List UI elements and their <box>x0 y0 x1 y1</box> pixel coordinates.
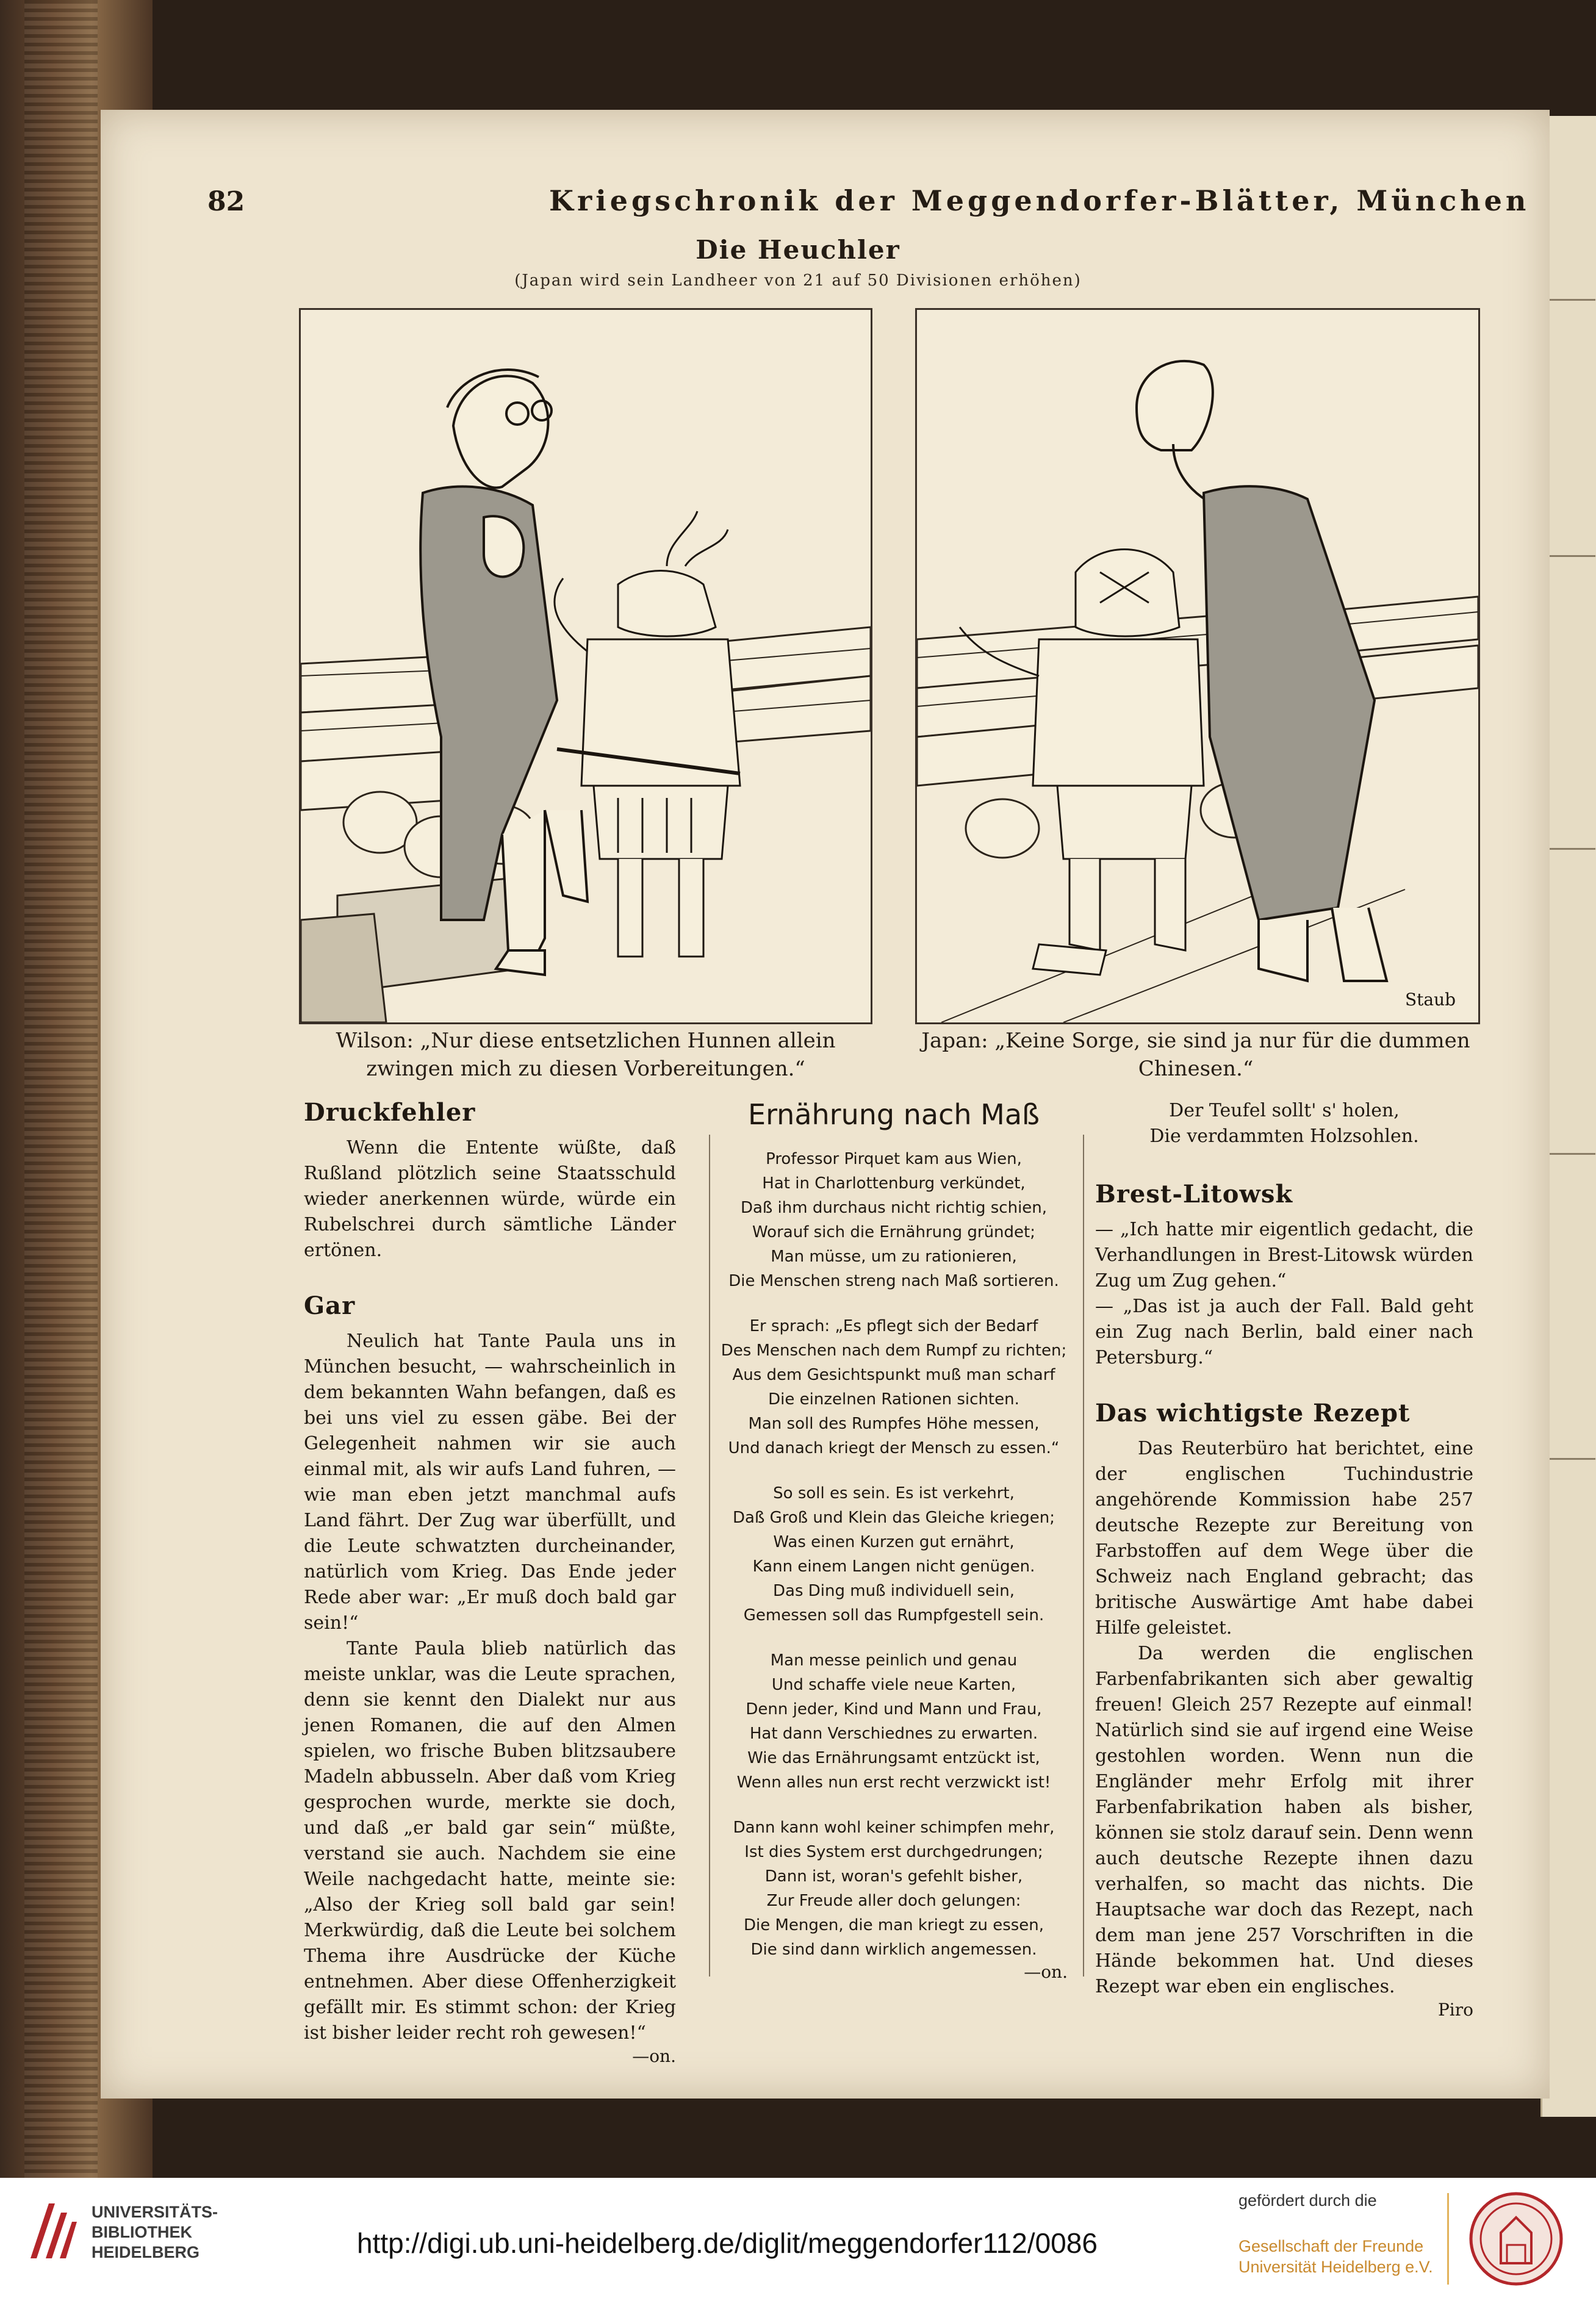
poem-line: Ist dies System erst durchgedrungen; <box>744 1843 1043 1861</box>
poem-line: Dann kann wohl keiner schimpfen mehr, <box>733 1819 1055 1837</box>
cartoon-subtitle: (Japan wird sein Landheer von 21 auf 50 Divisionen erhöhen) <box>514 271 1082 290</box>
poem-line: Die Menschen streng nach Maß sortieren. <box>728 1272 1059 1290</box>
caption-left: Wilson: „Nur diese entsetzlichen Hunnen allein zwingen mich zu diesen Vorbereitungen.“ <box>336 1029 836 1081</box>
column-rule <box>709 1135 710 1977</box>
rezept-paragraph-2: Da werden die englischen Farbenfabrikanten sich aber gewaltig freuen! Gleich 257 Rezepte auf einmal! Natürlich sind sie auf irgend eine Weise gestohlen worden. Wenn nun die Engländer mehr Erfolg mit ihrer Farbenfabrikation haben als bisher, können sie stolz darauf sein. Denn wenn auch deutsche Rezepte ihnen dazu verhalfen, so macht das nichts. Die Hauptsache war doch das Rezept, nach dem man jene 257 Vorschriften in die Hände bekommen hat. Und dieses Rezept war eben ein englisches. <box>1095 1643 1473 1997</box>
poem-line: Daß ihm durchaus nicht richtig schien, <box>740 1199 1048 1217</box>
rezept-signature: Piro <box>1437 2000 1473 2020</box>
poem-line: Und danach kriegt der Mensch zu essen.“ <box>728 1439 1060 1457</box>
poem-line: Worauf sich die Ernährung gründet; <box>752 1223 1035 1241</box>
cartoon-panel-left <box>299 308 872 1024</box>
heading-brest-litowsk: Brest-Litowsk <box>1095 1180 1293 1208</box>
verse-line: Die verdammten Holzsohlen. <box>1149 1126 1419 1147</box>
verse-line: Der Teufel sollt' s' holen, <box>1169 1100 1400 1121</box>
running-head: Kriegschronik der Meggendorfer-Blätter, München <box>549 184 1530 217</box>
poem-line: Die einzelnen Rationen sichten. <box>768 1390 1019 1409</box>
poem-line: Hat in Charlottenburg verkündet, <box>762 1174 1026 1193</box>
viewer-footer <box>0 2178 1596 2298</box>
poem-line: Was einen Kurzen gut ernährt, <box>773 1533 1015 1551</box>
poem-stanza <box>720 1147 1068 1293</box>
poem-line: Des Menschen nach dem Rumpf zu richten; <box>721 1341 1067 1360</box>
heading-druckfehler: Druckfehler <box>304 1098 476 1127</box>
poem-line: Hat dann Verschiednes zu erwarten. <box>749 1725 1038 1743</box>
university-seal-icon <box>1467 2190 1565 2288</box>
poem-stanza <box>720 1314 1068 1460</box>
text-column-left <box>304 1098 676 2066</box>
cartoon-right-illustration <box>917 310 1478 1022</box>
gar-paragraph-1: Neulich hat Tante Paula uns in München besucht, — wahrscheinlich in dem bekannten Wahn befangen, daß es bei uns viel zu essen gäbe. Bei der Gelegenheit nahmen wir sie auch einmal mit, als wir aufs Land fuhren, — wie man eben jetzt manchmal aufs Land fährt. Der Zug war überfüllt, und die Leute schwatzten durcheinander, natürlich vom Krieg. Das Ende jeder Rede aber war: „Er muß doch bald gar sein!“ <box>304 1330 676 1634</box>
brest-paragraph-2: — „Das ist ja auch der Fall. Bald geht ein Zug nach Berlin, bald einer nach Petersburg.“ <box>1095 1296 1473 1368</box>
poem-line: Zur Freude aller doch gelungen: <box>766 1892 1021 1910</box>
cartoon-panel-right <box>915 308 1480 1024</box>
poem-line: Professor Pirquet kam aus Wien, <box>766 1150 1022 1168</box>
poem-stanza <box>720 1481 1068 1628</box>
caption-right: Japan: „Keine Sorge, sie sind ja nur für die dummen Chinesen.“ <box>921 1029 1470 1081</box>
gar-signature: —on. <box>632 2046 676 2066</box>
rezept-paragraph-1: Das Reuterbüro hat berichtet, eine der englischen Tuchindustrie angehörende Kommission habe 257 deutsche Rezepte zur Bereitung von Farbstoffen auf dem Wege über die Schweiz nach England gebracht; das britische Auswärtige Amt habe dabei Hilfe geleistet. <box>1095 1438 1473 1639</box>
poem-line: Die sind dann wirklich angemessen. <box>750 1941 1037 1959</box>
poem-line: Und schaffe viele neue Karten, <box>771 1676 1016 1694</box>
library-logo-icon <box>24 2197 79 2264</box>
brest-paragraph-1: — „Ich hatte mir eigentlich gedacht, die Verhandlungen in Brest-Litowsk würden Zug um Zug gehen.“ <box>1095 1219 1473 1291</box>
poem-signature: —on. <box>1024 1962 1068 1982</box>
poem-line: Denn jeder, Kind und Mann und Frau, <box>746 1700 1042 1718</box>
permalink-url[interactable]: http://digi.ub.uni-heidelberg.de/diglit/meggendorfer112/0086 <box>357 2227 1098 2259</box>
poem-line: Gemessen soll das Rumpfgestell sein. <box>743 1606 1044 1625</box>
poem-stanza <box>720 1648 1068 1795</box>
poem-line: Wie das Ernährungsamt entzückt ist, <box>747 1749 1040 1767</box>
poem-title: Ernährung nach Maß <box>748 1098 1040 1131</box>
cartoon-title: Die Heuchler <box>696 235 900 265</box>
poem-line: Kann einem Langen nicht genügen. <box>752 1557 1035 1576</box>
gar-paragraph-2: Tante Paula blieb natürlich das meiste unklar, was die Leute sprachen, denn sie kennt den Dialekt nur aus jenen Romanen, die auf den Almen spielen, wo frische Buben blitzsaubere Madeln abbusseln. Aber daß vom Krieg gesprochen wurde, merkte sie doch, und daß „er bald gar sein“ müßte, verstand sie auch. Nachdem sie eine Weile nachgedacht hatte, meinte sie: „Also der Krieg soll bald gar sein! Merkwürdig, daß die Leute bei solchem Thema ihre Ausdrücke der Küche entnehmen. Aber diese Offenherzigkeit gefällt mir. Es stimmt schon: der Krieg ist bisher leider recht roh gewesen!“ <box>304 1638 676 2044</box>
poem-stanza <box>720 1815 1068 1962</box>
divider <box>1447 2193 1449 2285</box>
poem-line: Dann ist, woran's gefehlt bisher, <box>764 1867 1023 1886</box>
page-number: 82 <box>207 186 245 217</box>
text-column-middle <box>720 1098 1068 1982</box>
poem-line: Wenn alles nun erst recht verzwickt ist! <box>736 1773 1051 1792</box>
poem-line: Man soll des Rumpfes Höhe messen, <box>748 1415 1040 1433</box>
druckfehler-text: Wenn die Entente wüßte, daß Rußland plötzlich seine Staatsschuld wieder anerkennen würde, würde ein Rubelschrei durch sämtliche Länder ertönen. <box>304 1137 676 1261</box>
poem-line: Die Mengen, die man kriegt zu essen, <box>743 1916 1044 1934</box>
poem-line: So soll es sein. Es ist verkehrt, <box>773 1484 1015 1503</box>
poem-line: Man messe peinlich und genau <box>770 1651 1018 1670</box>
poem-line: Aus dem Gesichtspunkt muß man scharf <box>732 1366 1055 1384</box>
artist-signature: Staub <box>1405 989 1456 1010</box>
column-rule <box>1083 1135 1084 1977</box>
heading-gar: Gar <box>304 1291 356 1320</box>
heading-rezept: Das wichtigste Rezept <box>1095 1399 1411 1427</box>
cartoon-left-illustration <box>301 310 871 1022</box>
poem-line: Daß Groß und Klein das Gleiche kriegen; <box>733 1509 1055 1527</box>
sponsor-label: gefördert durch die <box>1238 2191 1377 2210</box>
poem-line: Man müsse, um zu rationieren, <box>771 1248 1017 1266</box>
sponsor-name: Gesellschaft der Freunde Universität Heidelberg e.V. <box>1238 2237 1433 2276</box>
text-column-right <box>1095 1098 1473 2020</box>
poem-line: Er sprach: „Es pflegt sich der Bedarf <box>749 1317 1038 1335</box>
library-name: UNIVERSITÄTS- BIBLIOTHEK HEIDELBERG <box>92 2203 218 2261</box>
poem-line: Das Ding muß individuell sein, <box>773 1582 1015 1600</box>
